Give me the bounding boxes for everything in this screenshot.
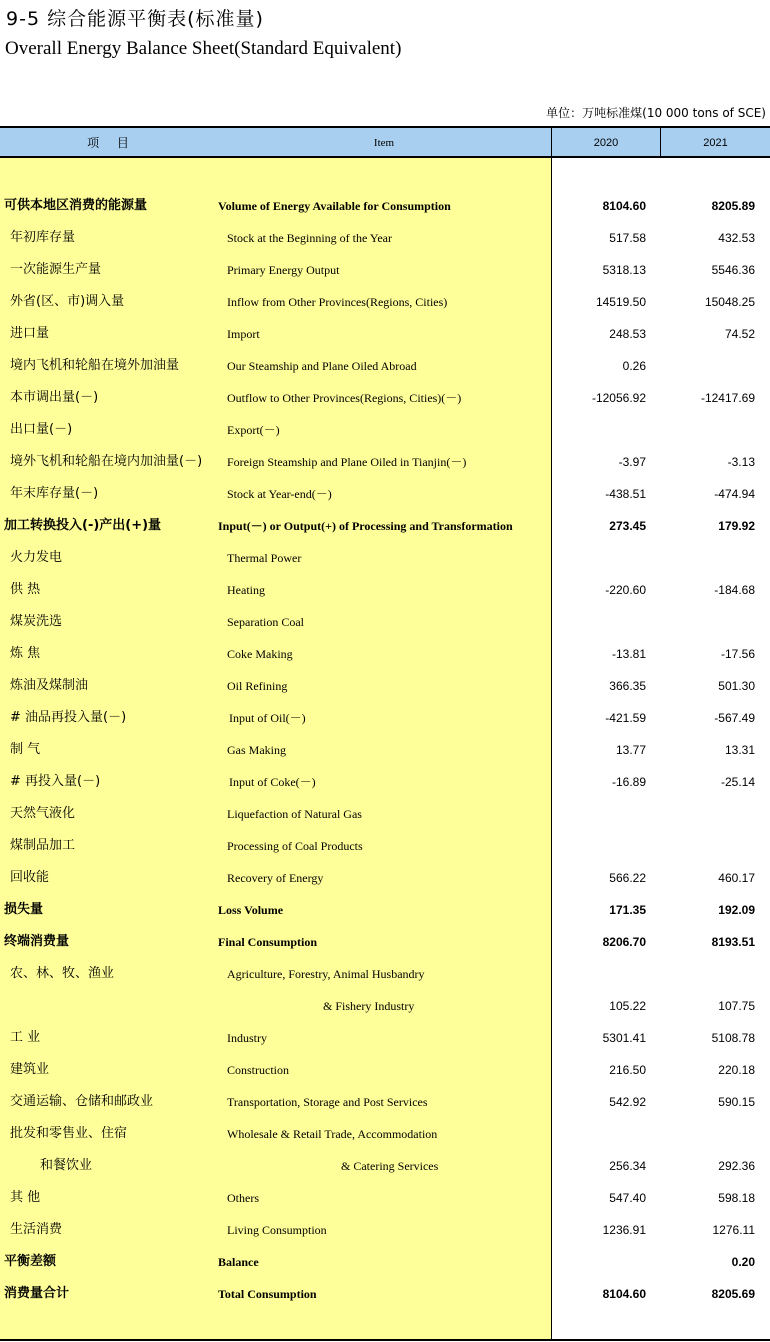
table-row: [0, 542, 770, 574]
table-row: [0, 702, 770, 734]
row-label-en: Input of Oil(－): [229, 711, 306, 725]
row-label-en: Industry: [227, 1031, 267, 1045]
row-label-cn: 可供本地区消费的能源量: [4, 198, 148, 213]
value-2021: -25.14: [720, 775, 755, 789]
table-row: [0, 1086, 770, 1118]
value-2021: 8193.51: [711, 935, 755, 949]
value-2021: -3.13: [727, 455, 755, 469]
row-label-en: Processing of Coal Products: [227, 839, 363, 853]
table-row: [0, 382, 770, 414]
value-2020: 0.26: [622, 359, 646, 373]
row-label-cn: 工 业: [10, 1030, 41, 1045]
value-2020: 14519.50: [595, 295, 646, 309]
row-label-cn: 损失量: [4, 902, 44, 917]
value-2020: 5301.41: [602, 1031, 646, 1045]
value-2020: 256.34: [609, 1159, 646, 1173]
value-2021: -567.49: [714, 711, 755, 725]
row-label-en: Others: [227, 1191, 259, 1205]
value-2020: 517.58: [609, 231, 646, 245]
value-2021: 13.31: [724, 743, 755, 757]
row-label-cn: 外省(区、市)调入量: [10, 294, 125, 309]
row-label-cn: 平衡差额: [4, 1254, 57, 1269]
row-label-en: Final Consumption: [218, 935, 318, 949]
value-2021: 590.15: [718, 1095, 755, 1109]
row-label-cn: 进口量: [10, 326, 50, 341]
value-2020: -16.89: [611, 775, 646, 789]
row-label-en: Construction: [227, 1063, 289, 1077]
row-label-cn: # 油品再投入量(－): [10, 710, 127, 725]
value-2021: 460.17: [718, 871, 755, 885]
row-label-en: & Fishery Industry: [323, 999, 415, 1013]
value-2021: 74.52: [724, 327, 755, 341]
value-2020: -3.97: [618, 455, 646, 469]
row-label-cn: # 再投入量(－): [10, 774, 101, 789]
row-label-cn: 加工转换投入(-)产出(+)量: [4, 518, 162, 533]
row-label-en: Recovery of Energy: [227, 871, 324, 885]
page-title-cn: 9-5 综合能源平衡表(标准量): [6, 8, 264, 30]
row-label-cn: 消费量合计: [4, 1286, 70, 1301]
table-row: [0, 1054, 770, 1086]
row-label-en: Primary Energy Output: [227, 263, 340, 277]
row-label-cn: 和餐饮业: [40, 1158, 93, 1173]
value-2020: -12056.92: [591, 391, 646, 405]
row-label-en: Thermal Power: [227, 551, 302, 565]
row-label-cn: 炼 焦: [10, 646, 41, 661]
table-row: [0, 1214, 770, 1246]
value-2020: 8206.70: [602, 935, 646, 949]
table-row: [0, 766, 770, 798]
table-bottom-rule: [0, 1339, 770, 1341]
value-2020: 273.45: [609, 519, 646, 533]
table-row: [0, 862, 770, 894]
value-2021: 8205.69: [711, 1287, 755, 1301]
value-2021: 501.30: [718, 679, 755, 693]
value-2021: 292.36: [718, 1159, 755, 1173]
row-label-en: Outflow to Other Provinces(Regions, Cities)(－): [227, 391, 462, 405]
table-row: [0, 254, 770, 286]
value-2021: 220.18: [718, 1063, 755, 1077]
value-2020: 366.35: [609, 679, 646, 693]
row-label-en: Agriculture, Forestry, Animal Husbandry: [227, 967, 425, 981]
row-label-cn: 炼油及煤制油: [10, 678, 89, 693]
row-label-en: Stock at the Beginning of the Year: [227, 231, 392, 245]
value-2021: -474.94: [714, 487, 755, 501]
value-2020: 547.40: [609, 1191, 646, 1205]
row-label-en: Import: [227, 327, 260, 341]
row-label-en: Stock at Year-end(－): [227, 487, 332, 501]
row-label-cn: 生活消费: [10, 1222, 63, 1237]
value-2020: 1236.91: [602, 1223, 646, 1237]
table-row: [0, 926, 770, 958]
value-2021: 0.20: [731, 1255, 755, 1269]
header-year-2021: 2021: [703, 137, 728, 149]
table-row: [0, 1118, 770, 1150]
header-item-cn: 项 目: [87, 136, 129, 150]
row-label-en: Input(－) or Output(+) of Processing and Transformation: [218, 519, 513, 533]
row-label-cn: 一次能源生产量: [10, 262, 102, 277]
table-row: [0, 1022, 770, 1054]
value-2020: 5318.13: [602, 263, 646, 277]
row-label-en: Living Consumption: [227, 1223, 327, 1237]
row-label-cn: 批发和零售业、住宿: [10, 1126, 128, 1141]
row-label-cn: 年末库存量(－): [10, 486, 99, 501]
row-label-en: Input of Coke(－): [229, 775, 316, 789]
table-row: [0, 510, 770, 542]
value-2020: -13.81: [611, 647, 646, 661]
row-label-en: Transportation, Storage and Post Services: [227, 1095, 428, 1109]
table-row: [0, 606, 770, 638]
table-row: [0, 670, 770, 702]
row-label-cn: 农、林、牧、渔业: [10, 966, 115, 981]
row-label-en: Loss Volume: [218, 903, 284, 917]
row-label-en: Separation Coal: [227, 615, 304, 629]
value-2021: 15048.25: [704, 295, 755, 309]
value-2021: 107.75: [718, 999, 755, 1013]
value-2021: 8205.89: [711, 199, 755, 213]
table-row: [0, 830, 770, 862]
value-2020: 216.50: [609, 1063, 646, 1077]
table-row: [0, 478, 770, 510]
row-label-en: Liquefaction of Natural Gas: [227, 807, 362, 821]
table-row: [0, 446, 770, 478]
value-2021: 1276.11: [712, 1223, 755, 1237]
row-label-cn: 终端消费量: [4, 934, 70, 949]
table-row: [0, 1278, 770, 1310]
value-2020: -438.51: [605, 487, 646, 501]
table-row: [0, 222, 770, 254]
row-label-cn: 回收能: [10, 870, 50, 885]
table-row: [0, 638, 770, 670]
row-label-cn: 交通运输、仓储和邮政业: [10, 1094, 154, 1109]
row-label-cn: 煤炭洗选: [10, 614, 63, 629]
table-row: [0, 1182, 770, 1214]
value-2020: -220.60: [605, 583, 646, 597]
header-item-en: Item: [373, 137, 395, 149]
table-row: [0, 990, 770, 1022]
table-row: [0, 574, 770, 606]
row-label-en: Foreign Steamship and Plane Oiled in Tianjin(－): [227, 455, 467, 469]
row-label-cn: 出口量(－): [10, 422, 73, 437]
value-2020: 248.53: [609, 327, 646, 341]
row-label-en: Wholesale & Retail Trade, Accommodation: [227, 1127, 438, 1141]
table-row: [0, 286, 770, 318]
row-label-cn: 其 他: [10, 1190, 41, 1205]
row-label-en: & Catering Services: [341, 1159, 439, 1173]
table-row: [0, 414, 770, 446]
row-label-en: Export(－): [227, 423, 280, 437]
table-row: [0, 1150, 770, 1182]
column-divider-years: [660, 128, 661, 158]
row-label-cn: 本市调出量(－): [10, 390, 99, 405]
row-label-cn: 年初库存量: [10, 230, 76, 245]
row-label-cn: 建筑业: [10, 1062, 50, 1077]
value-2020: 8104.60: [602, 1287, 646, 1301]
value-2021: 5546.36: [711, 263, 755, 277]
value-2021: 598.18: [718, 1191, 755, 1205]
row-label-en: Volume of Energy Available for Consumption: [218, 199, 451, 213]
header-year-2020: 2020: [593, 137, 619, 149]
value-2020: 542.92: [609, 1095, 646, 1109]
table-row: [0, 1246, 770, 1278]
row-label-en: Gas Making: [227, 743, 286, 757]
table-body: [0, 190, 770, 1310]
row-label-cn: 境外飞机和轮船在境内加油量(－): [10, 454, 203, 469]
table-row: [0, 798, 770, 830]
value-2021: 5108.78: [711, 1031, 755, 1045]
row-label-en: Total Consumption: [218, 1287, 317, 1301]
table-row: [0, 894, 770, 926]
table-row: [0, 350, 770, 382]
value-2020: 566.22: [609, 871, 646, 885]
value-2021: -184.68: [714, 583, 755, 597]
row-label-en: Balance: [218, 1255, 259, 1269]
value-2020: 13.77: [615, 743, 646, 757]
page-title-en: Overall Energy Balance Sheet(Standard Equivalent): [5, 38, 402, 59]
table-row: [0, 318, 770, 350]
row-label-cn: 火力发电: [10, 550, 63, 565]
row-label-en: Oil Refining: [227, 679, 288, 693]
value-2020: 171.35: [609, 903, 646, 917]
value-2021: -17.56: [720, 647, 755, 661]
row-label-en: Coke Making: [227, 647, 293, 661]
value-2021: 432.53: [718, 231, 755, 245]
unit-label: 单位：万吨标准煤(10 000 tons of SCE): [546, 106, 766, 120]
row-label-cn: 供 热: [10, 582, 41, 597]
table-row: [0, 958, 770, 990]
table-row: [0, 734, 770, 766]
row-label-cn: 制 气: [10, 742, 41, 757]
value-2020: 8104.60: [602, 199, 646, 213]
row-label-cn: 境内飞机和轮船在境外加油量: [10, 358, 180, 373]
row-label-en: Inflow from Other Provinces(Regions, Cities): [227, 295, 448, 309]
value-2020: -421.59: [605, 711, 646, 725]
value-2021: -12417.69: [700, 391, 755, 405]
value-2021: 179.92: [718, 519, 755, 533]
row-label-en: Heating: [227, 583, 265, 597]
row-label-cn: 天然气液化: [10, 806, 76, 821]
value-2020: 105.22: [609, 999, 646, 1013]
row-label-en: Our Steamship and Plane Oiled Abroad: [227, 359, 417, 373]
value-2021: 192.09: [718, 903, 755, 917]
row-label-cn: 煤制品加工: [10, 838, 76, 853]
table-row: [0, 190, 770, 222]
